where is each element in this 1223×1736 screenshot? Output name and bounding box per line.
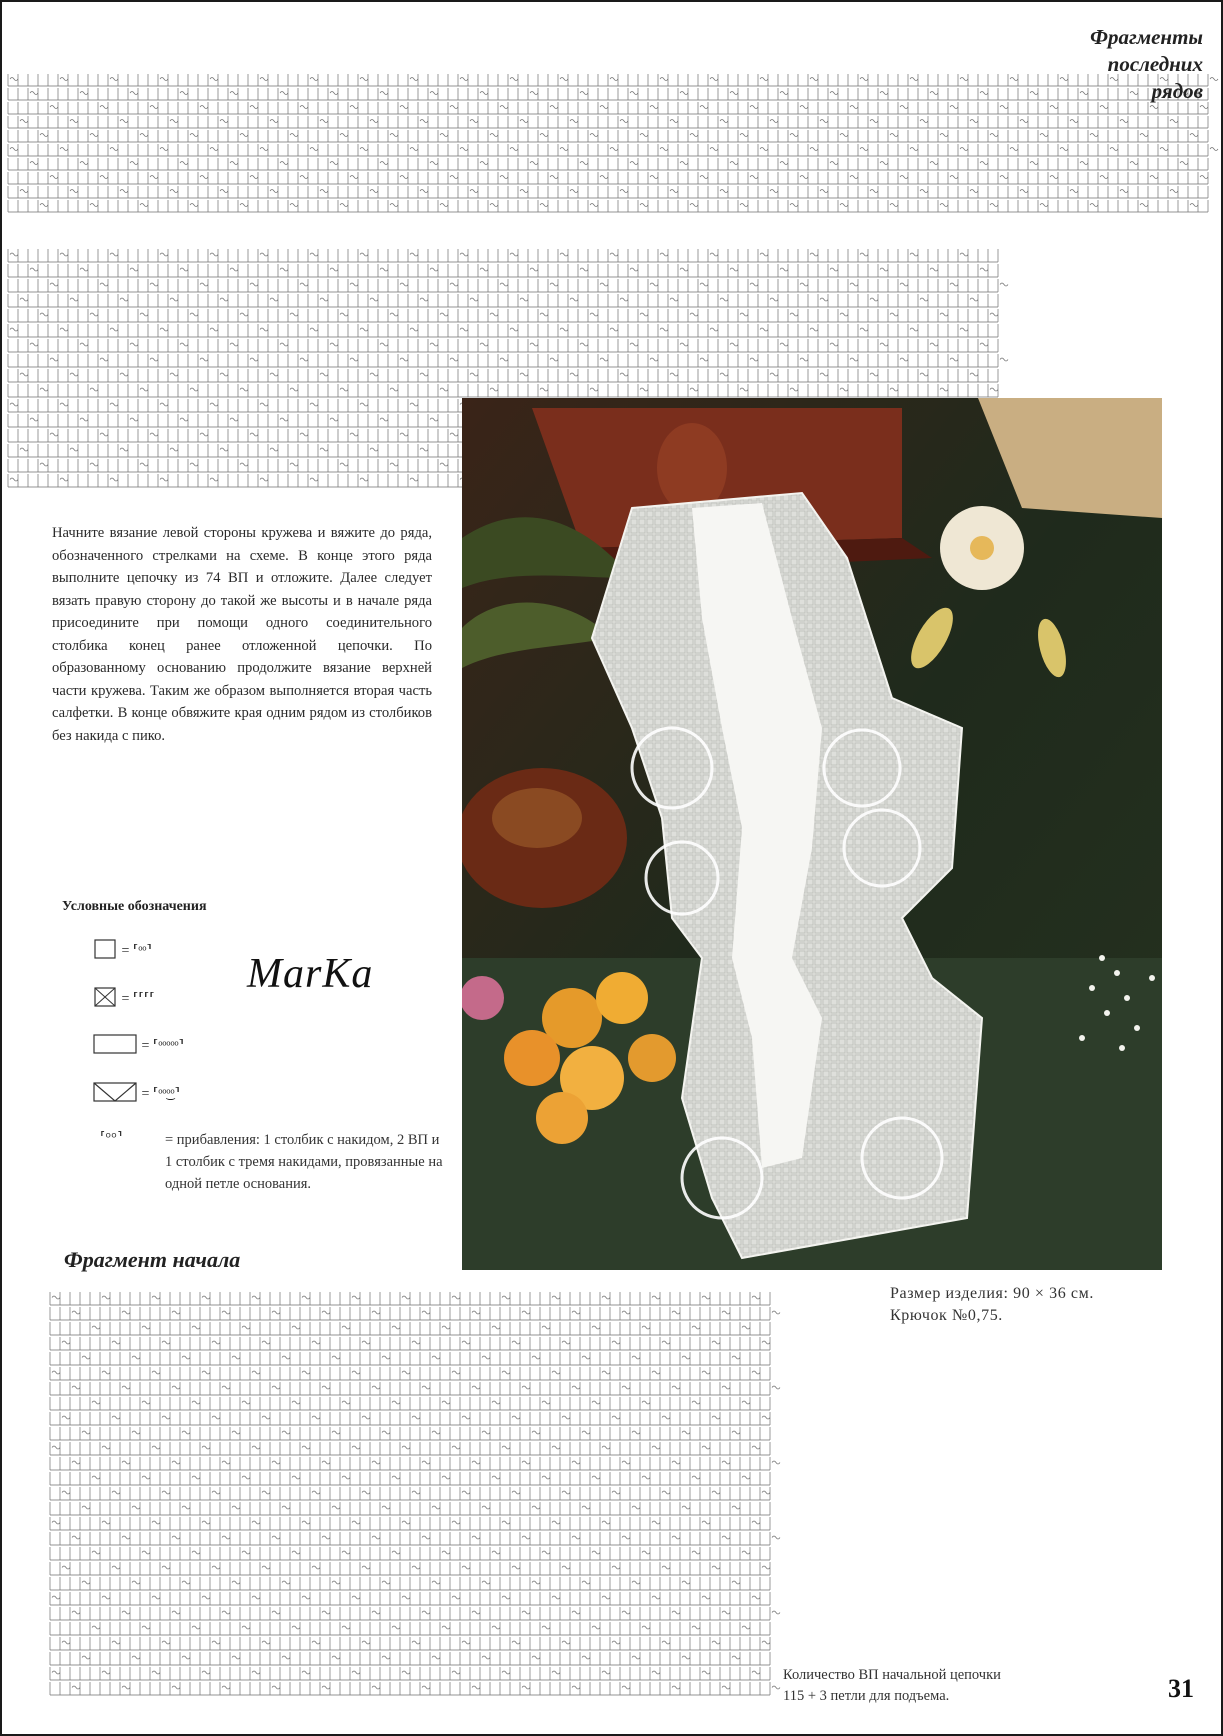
signature-marka: MarKa [247,951,374,997]
v-shape-icon [92,1081,138,1108]
crochet-chart-start [42,1285,782,1705]
chart-top-svg [2,32,1223,217]
legend-item-long-rectangle [92,1033,184,1060]
legend-meaning-1: = ⸢ᵒᵒ⸣ [121,943,152,959]
chain-note-line-1: Количество ВП начальной цепочки [783,1667,1001,1683]
stitch-grid [8,74,1218,212]
stitch-grid [50,1292,780,1695]
fragments-last-rows-title [1090,24,1203,105]
legend-meaning-3: = ⸢ᵒᵒᵒᵒᵒ⸣ [141,1038,184,1054]
filled-square-x-icon [92,986,118,1013]
instructions-paragraph: Начните вязание левой стороны кружева и вяжите до ряда, обозначенного стрелками на схеме. В конце этого ряда выполните цепочку из 74 ВП и отложите. Далее следует вязать правую сторону до такой же высоты и в начале ряда присоедините при помощи одного соединительного столбика конец ранее отложенной цепочки. По образованному основанию продолжите вязание верхней части кружева. Таким же образом выполняется вторая часть салфетки. В конце обвяжите края одним рядом из столбиков без накида с пико. [52,525,432,744]
page-number: 31 [1168,1674,1194,1703]
long-rectangle-icon [92,1033,138,1060]
photo-illustration [462,398,1162,1270]
crochet-chart-last-rows-top [2,32,1223,217]
empty-square-icon [92,938,118,965]
legend-meaning-4: = ⸢ᵒᵒ͜ᵒᵒ⸣ [141,1086,180,1102]
legend-increase-description: = прибавления: 1 столбик с накидом, 2 ВП и 1 столбик с тремя накидами, провязанные на одной петле основания. [165,1132,443,1192]
box-ornament-icon [657,423,727,513]
size-note [890,1283,1094,1327]
chart-bottom-svg [42,1285,782,1705]
svg-text:⸢ᵒᵒ⸣: ⸢ᵒᵒ⸣ [100,1130,123,1146]
increase-icon [98,1126,158,1155]
title-line-3: рядов [1151,79,1203,103]
legend-item-v-shape [92,1081,180,1108]
size-note-line-1: Размер изделия: 90 × 36 см. [890,1285,1094,1302]
lace-runner-photo [462,398,1162,1270]
chain-note-line-2: 115 + 3 петли для подъема. [783,1688,950,1704]
title-line-1: Фрагменты [1090,25,1203,49]
legend-item-empty-square [92,938,152,965]
fragment-start-title: Фрагмент начала [64,1247,241,1272]
chain-note [783,1665,1001,1707]
legend-title: Условные обозначения [62,899,207,914]
legend-meaning-2: = ⸢⸢⸢⸢ [121,991,155,1007]
legend-item-filled-square [92,986,155,1013]
title-line-2: последних [1107,52,1203,76]
legend-item-increase [98,1126,158,1155]
size-note-line-2: Крючок №0,75. [890,1307,1003,1324]
